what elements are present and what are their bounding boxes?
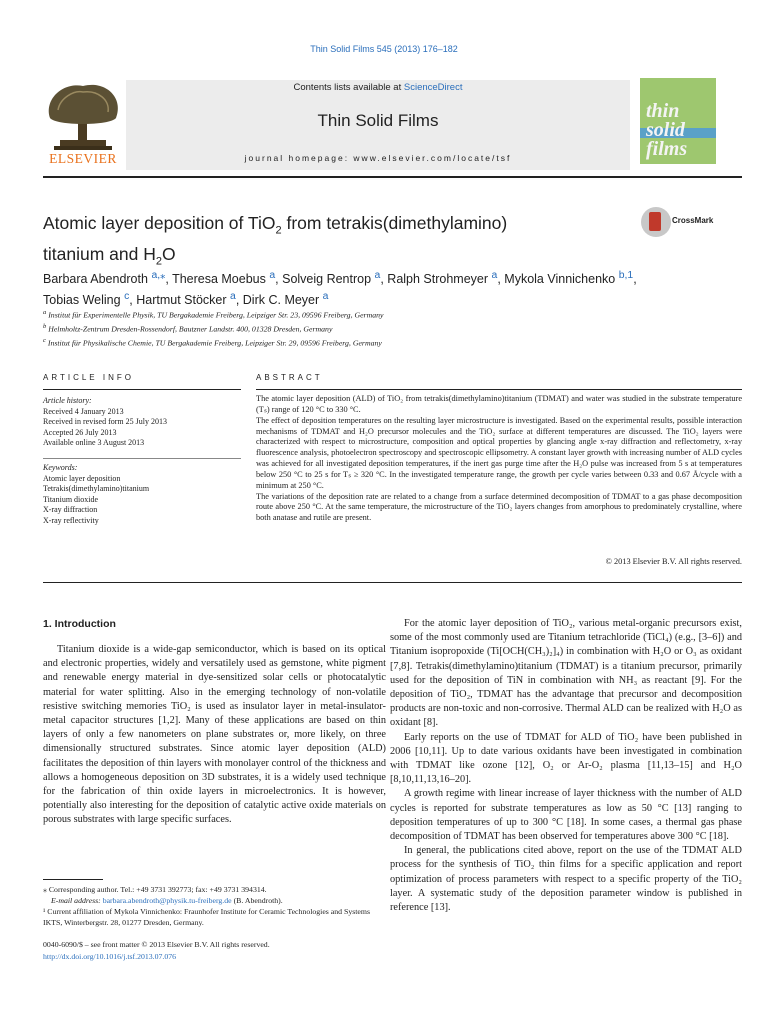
history-item: Available online 3 August 2013 [43,438,145,448]
affiliation: $^c$ Institut für Physikalische Chemie, TU Bergakademie Freiberg, Leipziger Str. 29, 09596 Freiberg, Germany [43,337,382,348]
body-paragraph: Titanium dioxide is a wide-gap semiconductor, which is based on its optical and electronic properties, widely and versatilely used as gemstone, white pigment and renewable energy material in dye-sensitized solar cells or photocatalytic material for water splitting. Also in the emerging technology of non-volatile resistive switching memories TiO₂ is used as insulator layer in metal-insulator-metal capacitor structures [1,2]. Many of these applications are based on thin layers of only a few nanometers on plane substrates or, more likely, on three dimensionally structured substrates. Since atomic layer deposition (ALD) facilitates the deposition of thin layers with monolayer control of the thickness and allows a homogeneous deposition on 3D substrates, it is a widely used technique for the fabrication of thin oxide layers in microelectronics. It is however, potentially also interesting for the deposition of catalytic active oxide materials on porous substrates with large specific surfaces. [43,644,386,826]
journal-cover-image [640,78,716,164]
author[interactable]: Tobias Weling $^c$ [43,291,130,308]
email-note: E-mail address: barbara.abendroth@physik.tu-freiberg.de (B. Abendroth). [51,896,283,905]
abstract-paragraph: The atomic layer deposition (ALD) of TiO₂ from tetrakis(dimethylamino)titanium (TDMAT) and water was studied in the substrate temperature (Tₛ) range of 120 °C to 330 °C. [256,394,742,414]
contents-availability [126,82,630,93]
crossmark-icon[interactable] [641,207,671,237]
author[interactable]: Solveig Rentrop $^a$ [282,270,381,287]
header-divider [43,176,742,178]
history-item: Received in revised form 25 July 2013 [43,417,167,427]
abstract-paragraph: The effect of deposition temperatures on the resulting layer microstructure is investigated. Based on the experimental results, possible interaction mechanisms of TDMAT and H₂O precursor molecules and the TiO₂ surface at different temperatures are discussed. The TiO₂ layers were characterized with respect to microstructure, composition and optical properties by glancing angle x-ray diffraction and reflectometry, x-ray fluorescence analysis, photoelectron spectroscopy and spectroscopic ellipsometry. A constant layer growth with increasing number of ALD cycles was achieved for all investigated deposition temperatures, if the inert gas purge time after the H₂O pulse was increased from 5 s at temperatures below 250 °C to 25 s for Tₛ ≥ 320 °C. In the investigated temperature range, the growth per cycle varies between 0.33 and 0.67 Å/cycle with a minimum at 250 °C. [256,415,742,490]
history-item: Received 4 January 2013 [43,406,124,416]
corresponding-author-note: ⁎ Corresponding author. Tel.: +49 3731 392773; fax: +49 3731 394314. [43,885,267,894]
author-list: Barbara Abendroth $^{a,⁎}$, Theresa Moebus $^a$, Solveig Rentrop $^a$, Ralph Strohmeyer $^a$, Mykola Vinnichenko $^{b,1}$, Tobias Weling $^c$, Hartmut Stöcker $^a$, Dirk C. Meyer $^a$ [43,270,637,308]
section-heading: 1. Introduction [43,618,116,630]
keywords [43,463,241,527]
keyword: Titanium dioxide [43,494,99,504]
crossmark-label[interactable]: CrossMark [672,216,714,225]
doi-link[interactable]: http://dx.doi.org/10.1016/j.tsf.2013.07.076 [43,951,177,961]
footnote-divider [43,879,103,880]
body-paragraph: In general, the publications cited above, report on the use of the TDMAT ALD process for the synthesis of TiO₂ thin films for a specific application and report optimization of process parameters with respect to a specific property of the TiO₂ layer. A systematic study of the deposition parameter window is published in reference [13]. [390,845,742,914]
body-paragraph: A growth regime with linear increase of layer thickness with the number of ALD cycles is reported for substrate temperatures as low as 50 °C [13] ranging to deposition temperatures of up to 300 °C [18]. In some cases, a thermal gas phase decomposition of TDMAT has been observed for temperatures above 300 °C [18]. [390,788,742,843]
history-item: Accepted 26 July 2013 [43,427,117,437]
contents-prefix: Contents lists available at [293,82,404,93]
left-column-text [43,643,386,828]
article-info-heading: ARTICLE INFO [43,373,134,382]
right-column-text [390,617,742,915]
footnotes [43,884,386,928]
journal-homepage[interactable]: journal homepage: www.elsevier.com/locate/tsf [244,153,512,163]
affiliation: $^a$ Institut für Experimentelle Physik, TU Bergakademie Freiberg, Leipziger Str. 23, 09596 Freiberg, Germany [43,309,384,320]
sciencedirect-link[interactable]: ScienceDirect [403,82,463,93]
author[interactable]: Hartmut Stöcker $^a$ [136,291,236,308]
email-link[interactable]: barbara.abendroth@physik.tu-freiberg.de [102,896,232,905]
journal-name: Thin Solid Films [317,111,439,130]
abstract-heading: ABSTRACT [256,373,323,382]
keyword: Tetrakis(dimethylamino)titanium [43,484,150,494]
elsevier-wordmark: ELSEVIER [49,151,117,166]
body-divider [43,582,742,583]
author[interactable]: Dirk C. Meyer $^a$ [242,291,329,308]
keywords-heading: Keywords: [43,463,78,472]
article-title: Atomic layer deposition of TiO$_2$ from tetrakis(dimethylamino) titanium and $H_2O$ [43,213,508,267]
abstract-divider [256,389,742,390]
author[interactable]: Barbara Abendroth $^{a,⁎}$ [43,270,166,287]
affiliation-note: ¹ Current affiliation of Mykola Vinnichenko: Fraunhofer Institute for Ceramic Technologies and Systems IKTS, Winterbergstr. 28, 01277 Dresden, Germany. [43,907,370,927]
author[interactable]: Ralph Strohmeyer $^a$ [387,270,498,287]
imprint [43,939,386,962]
keyword: Atomic layer deposition [43,473,121,483]
keywords-divider [43,458,241,459]
cover-title: thin solid films [646,100,688,160]
abstract-copyright: © 2013 Elsevier B.V. All rights reserved. [605,557,742,566]
affiliations [43,307,742,349]
affiliation: $^b$ Helmholtz-Zentrum Dresden-Rossendorf, Bautzner Landstr. 400, 01328 Dresden, Germany [43,323,333,334]
body-paragraph: For the atomic layer deposition of TiO₂, various metal-organic precursors exist, some of the most commonly used are Titanium tetrachloride (TiCl₄) (e.g., [3–6]) and Titanium isopropoxide (Ti[OCH(CH₃)₂]₄) in combination with H₂O or O₃ as oxidant [7,8]. Tetrakis(dimethylamino)titanium (TDMAT) is a titanium precursor, primarily used for the deposition of TiN in combination with NH₃ as reactant [9]. For the deposition of TiO₂, TDMAT has the advantage that precursor and decomposition products are non-toxic and non-corrosive. Thermal ALD can be realized with H₂O as oxidant [8]. [390,618,742,729]
keyword: X-ray diffraction [43,505,98,515]
author[interactable]: Mykola Vinnichenko $^{b,1}$ [504,270,634,287]
article-history [43,396,241,449]
body-paragraph: Early reports on the use of TDMAT for ALD of TiO₂ have been published in 2006 [10,11]. Up to date various oxidants have been investigated in combination with TDMAT like ozone [12], O₂ or Ar-O₂ plasma [11,13–15] and H₂O [8,10,11,13,16–20]. [390,731,742,786]
article-info-divider [43,389,241,390]
author[interactable]: Theresa Moebus $^a$ [172,270,276,287]
journal-reference-link[interactable]: Thin Solid Films 545 (2013) 176–182 [310,44,458,54]
abstract-body [256,394,742,524]
issn-line: 0040-6090/$ – see front matter © 2013 Elsevier B.V. All rights reserved. [43,940,270,949]
crossmark-bookmark-icon [649,212,661,231]
keyword: X-ray reflectivity [43,515,99,525]
history-heading: Article history: [43,396,92,405]
abstract-paragraph: The variations of the deposition rate are related to a change from a surface determined decomposition of TDMAT to a gas phase decomposition route above 250 °C. At the same temperature, the microstructure of the TiO₂ layers changes from amorphous to predominately crystalline, where both anatase and rutile are present. [256,491,742,523]
